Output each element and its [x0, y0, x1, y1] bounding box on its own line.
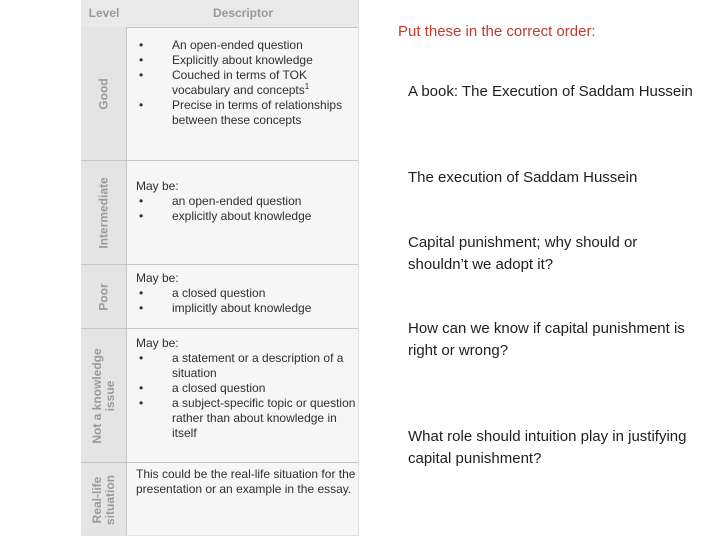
- level-cell-good: [81, 27, 127, 160]
- descriptor-intermediate: [136, 179, 358, 224]
- descriptor-real-life-situation: [136, 467, 358, 497]
- descriptor-intro: May be:: [136, 179, 179, 193]
- level-cell-real-life-situation: [81, 463, 127, 536]
- level-column-header: Level: [88, 6, 120, 20]
- descriptor-item: • implicitly about knowledge: [136, 301, 358, 316]
- option-item-3: Capital punishment; why should or shouldn’t we adopt it?: [408, 234, 638, 273]
- descriptor-intro: May be:: [136, 271, 179, 285]
- descriptor-item: • a subject-specific topic or question rather than about knowledge in itself: [136, 396, 358, 441]
- descriptor-item: • a closed question: [136, 286, 358, 301]
- descriptor-column-header: Descriptor: [212, 6, 274, 20]
- level-cell-not-knowledge-issue: [81, 329, 127, 462]
- descriptor-poor: [136, 271, 358, 316]
- descriptor-item: • Precise in terms of relationships between these concepts: [136, 98, 358, 128]
- descriptor-item: • a closed question: [136, 381, 358, 396]
- level-label-poor: Poor: [96, 282, 110, 311]
- option-item-4: How can we know if capital punishment is right or wrong?: [408, 320, 685, 359]
- descriptor-item: • an open-ended question: [136, 194, 358, 209]
- instruction-heading: Put these in the correct order:: [398, 23, 596, 40]
- descriptor-text: This could be the real-life situation for the presentation or an example in the essay.: [136, 467, 356, 496]
- descriptor-not-knowledge-issue: [136, 336, 358, 441]
- descriptor-good: [136, 38, 358, 128]
- rubric-header-row: [81, 0, 359, 28]
- descriptor-item: • Explicitly about knowledge: [136, 53, 358, 68]
- footnote-mark: 1: [304, 82, 310, 91]
- descriptor-item: • a statement or a description of a situation: [136, 351, 358, 381]
- level-label-good: Good: [96, 77, 110, 110]
- rubric-table: [81, 0, 359, 536]
- descriptor-item: • explicitly about knowledge: [136, 209, 358, 224]
- descriptor-item: • An open-ended question: [136, 38, 358, 53]
- level-cell-poor: [81, 265, 127, 328]
- descriptor-item: • Couched in terms of TOK vocabulary and concepts$^1$: [136, 68, 358, 98]
- level-label-intermediate: Intermediate: [96, 176, 110, 249]
- option-item-5: What role should intuition play in justifying capital punishment?: [408, 428, 687, 467]
- descriptor-intro: May be:: [136, 336, 179, 350]
- option-item-2: The execution of Saddam Hussein: [408, 169, 638, 186]
- level-cell-intermediate: [81, 161, 127, 264]
- option-item-1: A book: The Execution of Saddam Hussein: [408, 83, 693, 100]
- level-label-real-life-situation: Real-life situation: [89, 474, 117, 525]
- level-label-not-knowledge-issue: Not a knowledge issue: [89, 347, 117, 444]
